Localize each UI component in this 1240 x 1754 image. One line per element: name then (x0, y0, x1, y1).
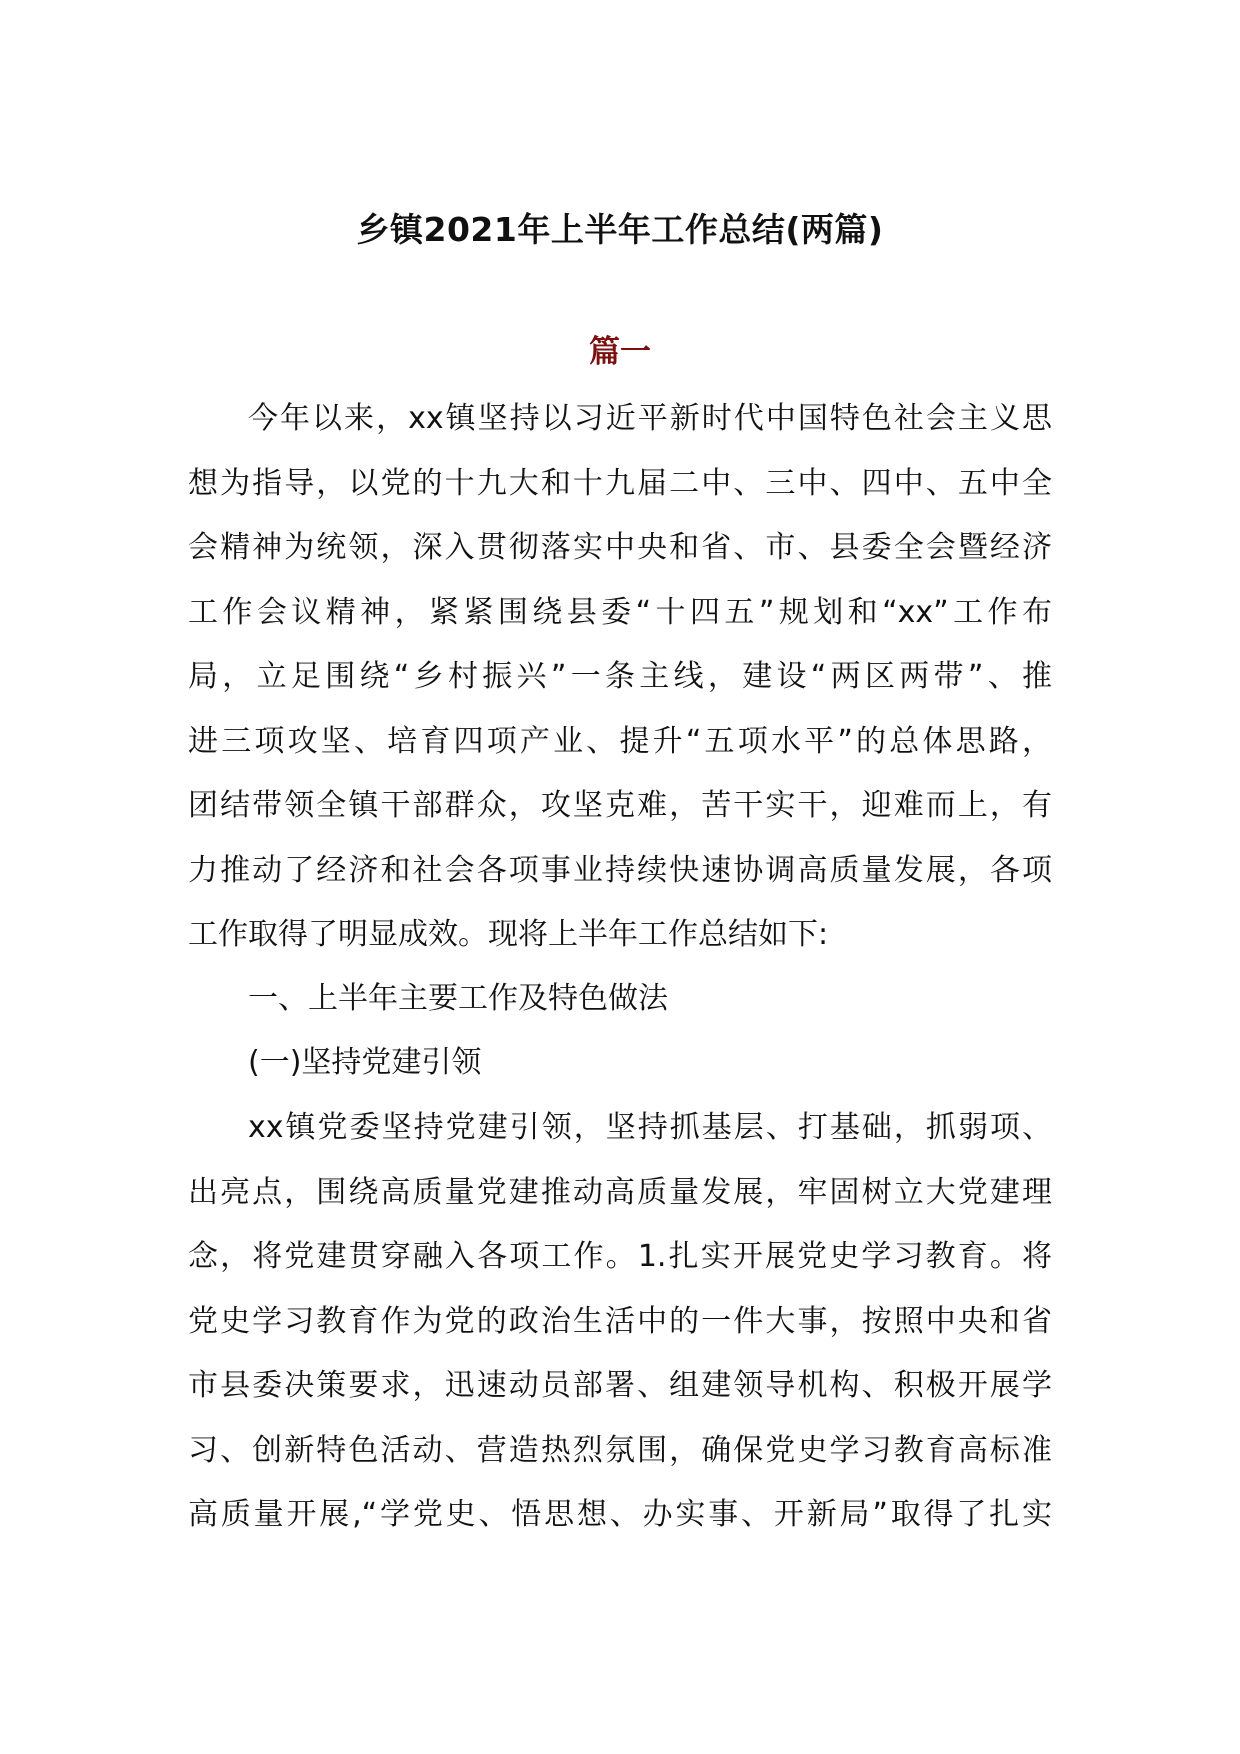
subheading-main-work (188, 967, 1052, 1032)
paragraph-party-building (188, 1096, 1052, 1548)
paragraph-line: 出亮点，围绕高质量党建推动高质量发展，牢固树立大党建理 (188, 1174, 1052, 1210)
paragraph-line: 想为指导，以党的十九大和十九届二中、三中、四中、五中全 (188, 465, 1052, 501)
paragraph-line: 市县委决策要求，迅速动员部署、组建领导机构、积极开展学 (188, 1368, 1052, 1403)
paragraph-line: 工作会议精神，紧紧围绕县委“十四五”规划和“xx”工作布 (188, 594, 1052, 630)
paragraph-line: 团结带领全镇干部群众，攻坚克难，苦干实干，迎难而上，有 (188, 788, 1052, 823)
paragraph-line: 高质量开展,“学党史、悟思想、办实事、开新局”取得了扎实 (188, 1497, 1052, 1532)
paragraph-line: 局，立足围绕“乡村振兴”一条主线，建设“两区两带”、推 (188, 659, 1052, 694)
paragraph-intro (188, 387, 1052, 968)
paragraph-line: 工作取得了明显成效。现将上半年工作总结如下: (188, 917, 829, 952)
paragraph-line: 习、创新特色活动、营造热烈氛围，确保党史学习教育高标准 (188, 1432, 1052, 1468)
paragraph-line: 念，将党建贯穿融入各项工作。1.扎实开展党史学习教育。将 (188, 1239, 1052, 1274)
paragraph-line: 会精神为统领，深入贯彻落实中央和省、市、县委全会暨经济 (188, 530, 1052, 565)
subheading-text: 一、上半年主要工作及特色做法 (248, 981, 668, 1016)
paragraph-line: 进三项攻坚、培育四项产业、提升“五项水平”的总体思路， (188, 723, 1052, 759)
paragraph-line: 党史学习教育作为党的政治生活中的一件大事，按照中央和省 (188, 1303, 1052, 1339)
paragraph-line: 力推动了经济和社会各项事业持续快速协调高质量发展，各项 (188, 852, 1052, 888)
subheading-text: (一)坚持党建引领 (248, 1045, 482, 1080)
document-title: 乡镇2021年上半年工作总结(两篇) (356, 210, 884, 249)
section-heading: 篇一 (589, 334, 651, 370)
paragraph-line: 今年以来，xx镇坚持以习近平新时代中国特色社会主义思 (248, 401, 1052, 436)
paragraph-line: xx镇党委坚持党建引领，坚持抓基层、打基础，抓弱项、 (248, 1110, 1052, 1145)
subheading-party-building (188, 1031, 1052, 1096)
